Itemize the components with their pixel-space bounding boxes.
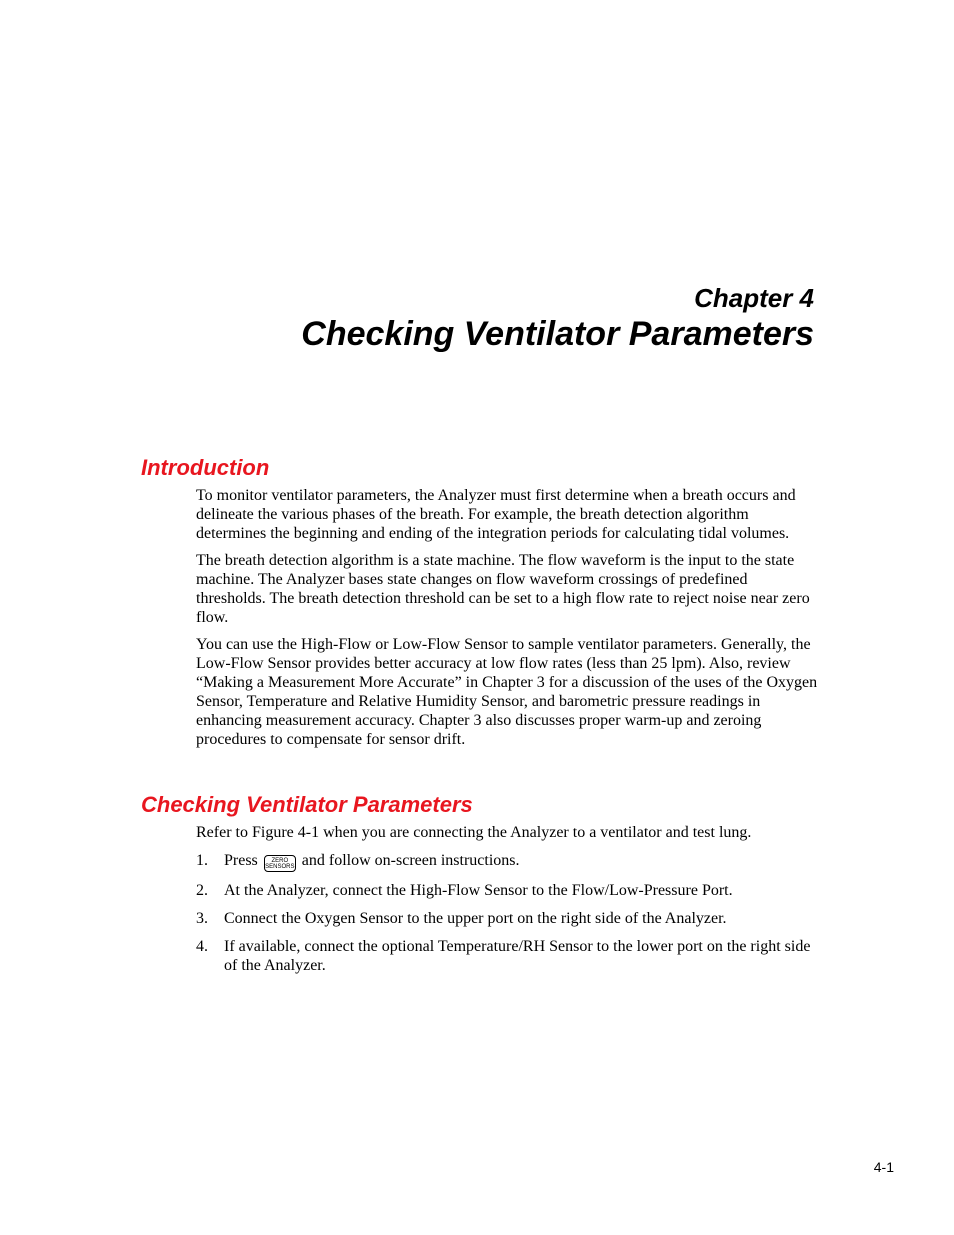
step-number: 1. bbox=[196, 852, 208, 869]
checking-heading: Checking Ventilator Parameters bbox=[141, 792, 473, 817]
step-text-before: Press bbox=[224, 852, 258, 869]
chapter-title: Checking Ventilator Parameters bbox=[301, 315, 814, 353]
page-number: 4-1 bbox=[873, 1159, 894, 1175]
step-number: 3. bbox=[196, 910, 208, 927]
zero-sensors-key-icon bbox=[264, 855, 296, 872]
checking-intro: Refer to Figure 4-1 when you are connecting the Analyzer to a ventilator and test lung. bbox=[196, 824, 752, 841]
chapter-label: Chapter 4 bbox=[694, 283, 814, 313]
step-number: 2. bbox=[196, 882, 208, 899]
key-label-line2: SENSORS bbox=[265, 864, 295, 870]
step-text: If available, connect the optional Temperature/RH Sensor to the lower port on the right side of the Analyzer. bbox=[224, 938, 811, 974]
step-text: Connect the Oxygen Sensor to the upper port on the right side of the Analyzer. bbox=[224, 910, 727, 927]
introduction-body bbox=[196, 486, 818, 757]
introduction-heading: Introduction bbox=[141, 455, 270, 480]
step-text: At the Analyzer, connect the High-Flow Sensor to the Flow/Low-Pressure Port. bbox=[224, 882, 733, 899]
step-item bbox=[196, 881, 818, 900]
step-item bbox=[196, 851, 818, 872]
introduction-paragraph: To monitor ventilator parameters, the Analyzer must first determine when a breath occurs and delineate the various phases of the breath. For example, the breath detection algorithm determines the beginning and ending of the integration periods for calculating tidal volumes. bbox=[196, 487, 796, 542]
step-number: 4. bbox=[196, 938, 208, 955]
key-label-line1: ZERO bbox=[271, 858, 289, 864]
steps-list bbox=[196, 851, 818, 975]
checking-body bbox=[196, 823, 818, 984]
step-item bbox=[196, 937, 818, 975]
step-item bbox=[196, 909, 818, 928]
introduction-paragraph: The breath detection algorithm is a state machine. The flow waveform is the input to the state machine. The Analyzer bases state changes on flow waveform crossings of predefined thresholds. The breath detection threshold can be set to a high flow rate to reject noise near zero flow. bbox=[196, 552, 810, 626]
introduction-paragraph: You can use the High-Flow or Low-Flow Sensor to sample ventilator parameters. Generally, the Low-Flow Sensor provides better accuracy at low flow rates (less than 25 lpm). Also, review “Making a Measurement More Accurate” in Chapter 3 for a discussion of the uses of the Oxygen Sensor, Temperature and Relative Humidity Sensor, and barometric pressure readings in enhancing measurement accuracy. Chapter 3 also discusses proper warm-up and zeroing procedures to compensate for sensor drift. bbox=[196, 636, 818, 748]
step-text-after: and follow on-screen instructions. bbox=[301, 852, 520, 869]
